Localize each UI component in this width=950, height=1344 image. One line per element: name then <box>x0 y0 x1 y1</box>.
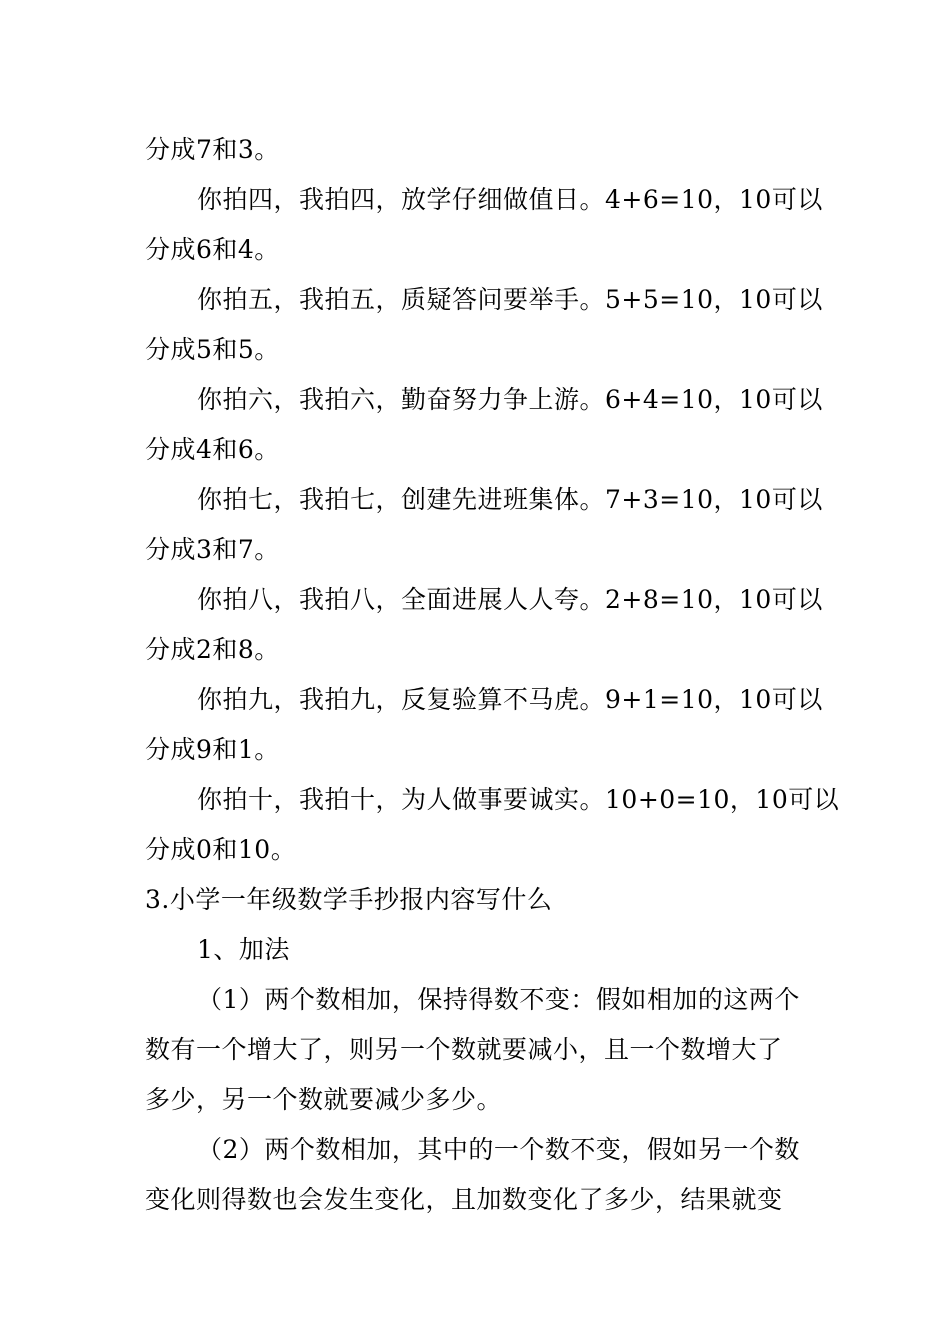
paragraph-line: 分成5和5。 <box>145 335 280 364</box>
paragraph-line: （2）两个数相加，其中的一个数不变，假如另一个数 <box>197 1135 800 1164</box>
paragraph-line: 分成3和7。 <box>145 535 280 564</box>
paragraph-line: 分成0和10。 <box>145 835 297 864</box>
paragraph-line: 多少，另一个数就要减少多少。 <box>145 1085 503 1114</box>
section-heading: 3.小学一年级数学手抄报内容写什么 <box>145 885 553 914</box>
paragraph-line: 你拍九，我拍九，反复验算不马虎。9+1=10，10可以 <box>197 685 823 714</box>
paragraph-line: 变化则得数也会发生变化，且加数变化了多少，结果就变 <box>145 1185 783 1214</box>
subsection-heading: 1、加法 <box>197 935 290 964</box>
paragraph-line: 你拍六，我拍六，勤奋努力争上游。6+4=10，10可以 <box>197 385 823 414</box>
paragraph-line: 分成9和1。 <box>145 735 280 764</box>
paragraph-line: 你拍十，我拍十，为人做事要诚实。10+0=10，10可以 <box>197 785 840 814</box>
paragraph-line: 分成6和4。 <box>145 235 280 264</box>
paragraph-line: 分成2和8。 <box>145 635 280 664</box>
paragraph-line: 分成4和6。 <box>145 435 280 464</box>
paragraph-line: 数有一个增大了，则另一个数就要减小，且一个数增大了 <box>145 1035 783 1064</box>
paragraph-line: 你拍八，我拍八，全面进展人人夸。2+8=10，10可以 <box>197 585 823 614</box>
paragraph-line: 你拍五，我拍五，质疑答问要举手。5+5=10，10可以 <box>197 285 823 314</box>
paragraph-line: 分成7和3。 <box>145 135 280 164</box>
paragraph-line: 你拍四，我拍四，放学仔细做值日。4+6=10，10可以 <box>197 185 823 214</box>
paragraph-line: 你拍七，我拍七，创建先进班集体。7+3=10，10可以 <box>197 485 823 514</box>
paragraph-line: （1）两个数相加，保持得数不变：假如相加的这两个 <box>197 985 800 1014</box>
